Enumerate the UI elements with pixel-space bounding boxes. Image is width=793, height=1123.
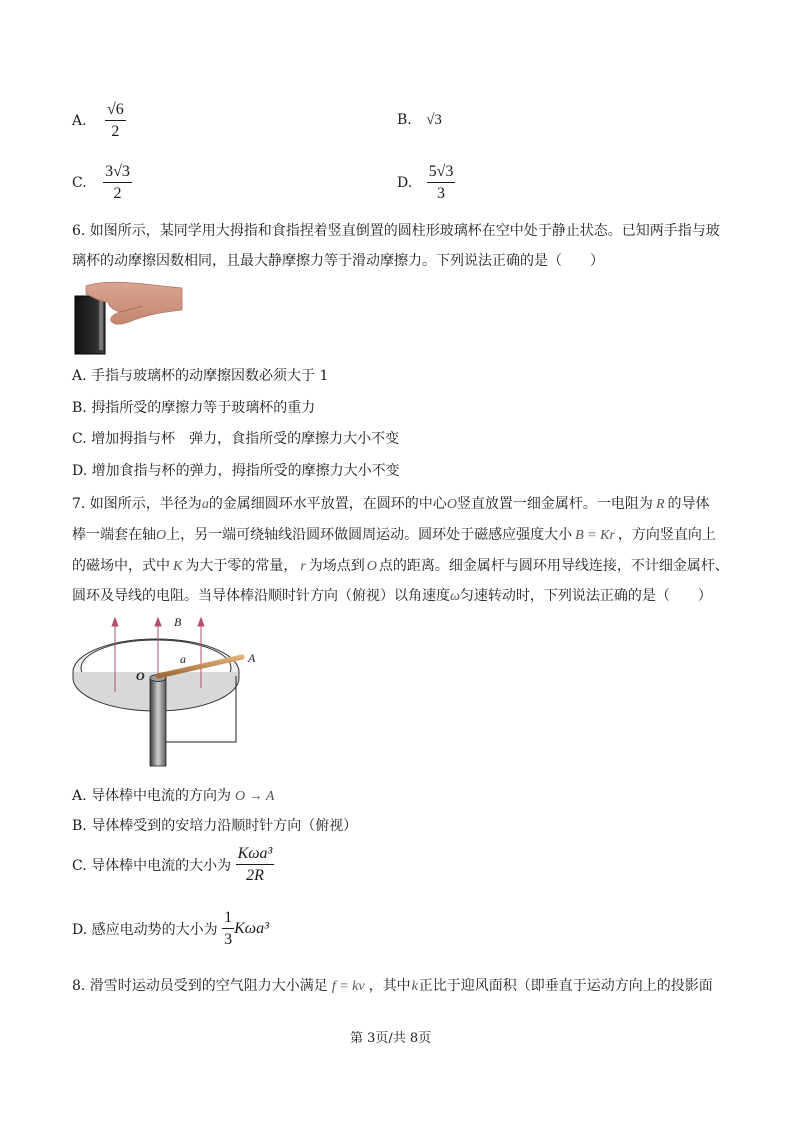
q7-option-d-text: D. 感应电动势的大小为 bbox=[72, 922, 218, 938]
q7-l2-text-a: 棒一端套在轴 bbox=[72, 527, 156, 543]
q7-l3-text-c: 为大于零的常量， bbox=[185, 558, 298, 574]
q7-option-d-numerator: 1 bbox=[222, 910, 234, 929]
q7-l1-text-g: 的导体 bbox=[667, 496, 710, 512]
q7-l2-text-c: 上，另一端可绕轴线沿圆环做圆周运动。圆环处于磁感应强度大小 bbox=[166, 527, 573, 543]
q7-l1-var-r: R bbox=[655, 497, 665, 512]
q7-l2-text-e: ，方向竖直向上 bbox=[617, 527, 716, 543]
q8-text-c: ，其中 bbox=[368, 978, 411, 994]
q5-option-b bbox=[397, 112, 442, 129]
q7-option-a-math: O → A bbox=[235, 789, 275, 804]
q5-option-a-denominator: 2 bbox=[111, 123, 120, 140]
q5-option-a-label: A. bbox=[72, 113, 87, 129]
q5-option-b-value: √3 bbox=[426, 112, 442, 128]
q7-l4-var-omega: ω bbox=[450, 589, 460, 604]
q5-option-d bbox=[397, 164, 455, 202]
q7-l2-formula: B = Kr bbox=[575, 528, 615, 543]
q6-option-d: D. 增加食指与杯的弹力，拇指所受的摩擦力大小不变 bbox=[72, 463, 400, 479]
q7-figure-ring-rod bbox=[70, 612, 270, 772]
q7-option-d bbox=[72, 910, 269, 948]
q7-l3-text-a: 的磁场中，式中 bbox=[72, 558, 170, 574]
q6-figure-hand-glass bbox=[72, 280, 184, 356]
q7-l2-var-o: O bbox=[156, 528, 167, 543]
q7-l4-text-c: 匀速转动时，下列说法正确的是（ ） bbox=[459, 588, 712, 604]
q6-option-b: B. 拇指所受的摩擦力等于玻璃杯的重力 bbox=[72, 400, 316, 416]
q5-option-d-numerator: 5√3 bbox=[427, 164, 456, 183]
q7-option-d-denominator: 3 bbox=[224, 931, 233, 948]
q7-option-b: B. 导体棒受到的安培力沿顺时针方向（俯视） bbox=[72, 818, 358, 834]
q7-option-c bbox=[72, 846, 274, 884]
q5-option-d-label: D. bbox=[397, 175, 413, 191]
center-axle bbox=[150, 678, 166, 766]
q6-stem-line1: 6. 如图所示，某同学用大拇指和食指捏着竖直倒置的圆柱形玻璃杯在空中处于静止状态。已知两手指与玻 bbox=[72, 223, 720, 239]
page-footer: 第 3页/共 8页 bbox=[350, 1031, 432, 1046]
q7-l3-var-r: r bbox=[300, 559, 306, 574]
q7-l4-text-a: 圆环及导线的电阻。当导体棒沿顺时针方向（俯视）以角速度 bbox=[72, 588, 450, 604]
q7-stem-line4 bbox=[72, 585, 712, 605]
fig-label-a-radius: a bbox=[180, 652, 186, 666]
q5-option-c bbox=[72, 164, 132, 202]
q7-l1-var-a: a bbox=[201, 497, 209, 512]
q7-l1-text-a: 7. 如图所示，半径为 bbox=[72, 496, 202, 512]
q7-stem-line3 bbox=[72, 555, 729, 575]
q7-stem-line2 bbox=[72, 524, 716, 544]
q7-stem-line1 bbox=[72, 493, 710, 513]
q7-l3-text-g: 点的距离。细金属杆与圆环用导线连接，不计细金属杆、 bbox=[378, 558, 729, 574]
q7-option-c-text: C. 导体棒中电流的大小为 bbox=[72, 858, 232, 874]
q5-option-c-label: C. bbox=[72, 175, 87, 191]
q8-var-k: k bbox=[411, 979, 418, 994]
q7-option-d-fraction bbox=[222, 910, 234, 948]
q7-l1-text-e: 竖直放置一细金属杆。一电阻为 bbox=[456, 496, 653, 512]
q7-option-a-text: A. 导体棒中电流的方向为 bbox=[72, 788, 232, 804]
q7-option-c-denominator: 2R bbox=[246, 867, 264, 884]
fig-label-o: O bbox=[136, 669, 145, 683]
q7-l1-text-c: 的金属细圆环水平放置，在圆环的中心 bbox=[208, 496, 447, 512]
q5-option-d-fraction bbox=[427, 164, 456, 202]
q7-l3-var-o: O bbox=[366, 559, 377, 574]
q6-option-a: A. 手指与玻璃杯的动摩擦因数必须大于 1 bbox=[72, 368, 329, 384]
q7-l1-var-o: O bbox=[446, 497, 457, 512]
q5-option-c-fraction bbox=[103, 164, 132, 202]
q5-option-a-numerator: √6 bbox=[105, 102, 126, 121]
fig-label-b: B bbox=[174, 615, 182, 629]
q5-option-c-numerator: 3√3 bbox=[103, 164, 132, 183]
q7-l3-text-e: 为场点到 bbox=[308, 558, 365, 574]
q8-text-a: 8. 滑雪时运动员受到的空气阻力大小满足 bbox=[72, 978, 328, 994]
q7-option-c-fraction bbox=[236, 846, 275, 884]
q8-stem-line1 bbox=[72, 975, 713, 995]
q7-l3-var-k: K bbox=[173, 559, 183, 574]
q7-option-a bbox=[72, 785, 274, 805]
q5-option-a-fraction bbox=[105, 102, 126, 140]
fig-label-a-end: A bbox=[248, 651, 256, 665]
q8-text-e: 正比于迎风面积（即垂直于运动方向上的投影面 bbox=[418, 978, 713, 994]
q6-stem-line2: 璃杯的动摩擦因数相同，且最大静摩擦力等于滑动摩擦力。下列说法正确的是（ ） bbox=[72, 253, 604, 269]
q7-option-c-numerator: Kωa³ bbox=[236, 846, 275, 865]
q5-option-a bbox=[72, 102, 126, 140]
q5-option-b-label: B. bbox=[397, 112, 412, 128]
q5-option-d-denominator: 3 bbox=[437, 185, 446, 202]
q7-option-d-tail: Kωa³ bbox=[234, 920, 269, 937]
q6-option-c: C. 增加拇指与杯 弹力，食指所受的摩擦力大小不变 bbox=[72, 431, 400, 447]
q8-formula: f = kv bbox=[331, 979, 365, 994]
q5-option-c-denominator: 2 bbox=[113, 185, 122, 202]
